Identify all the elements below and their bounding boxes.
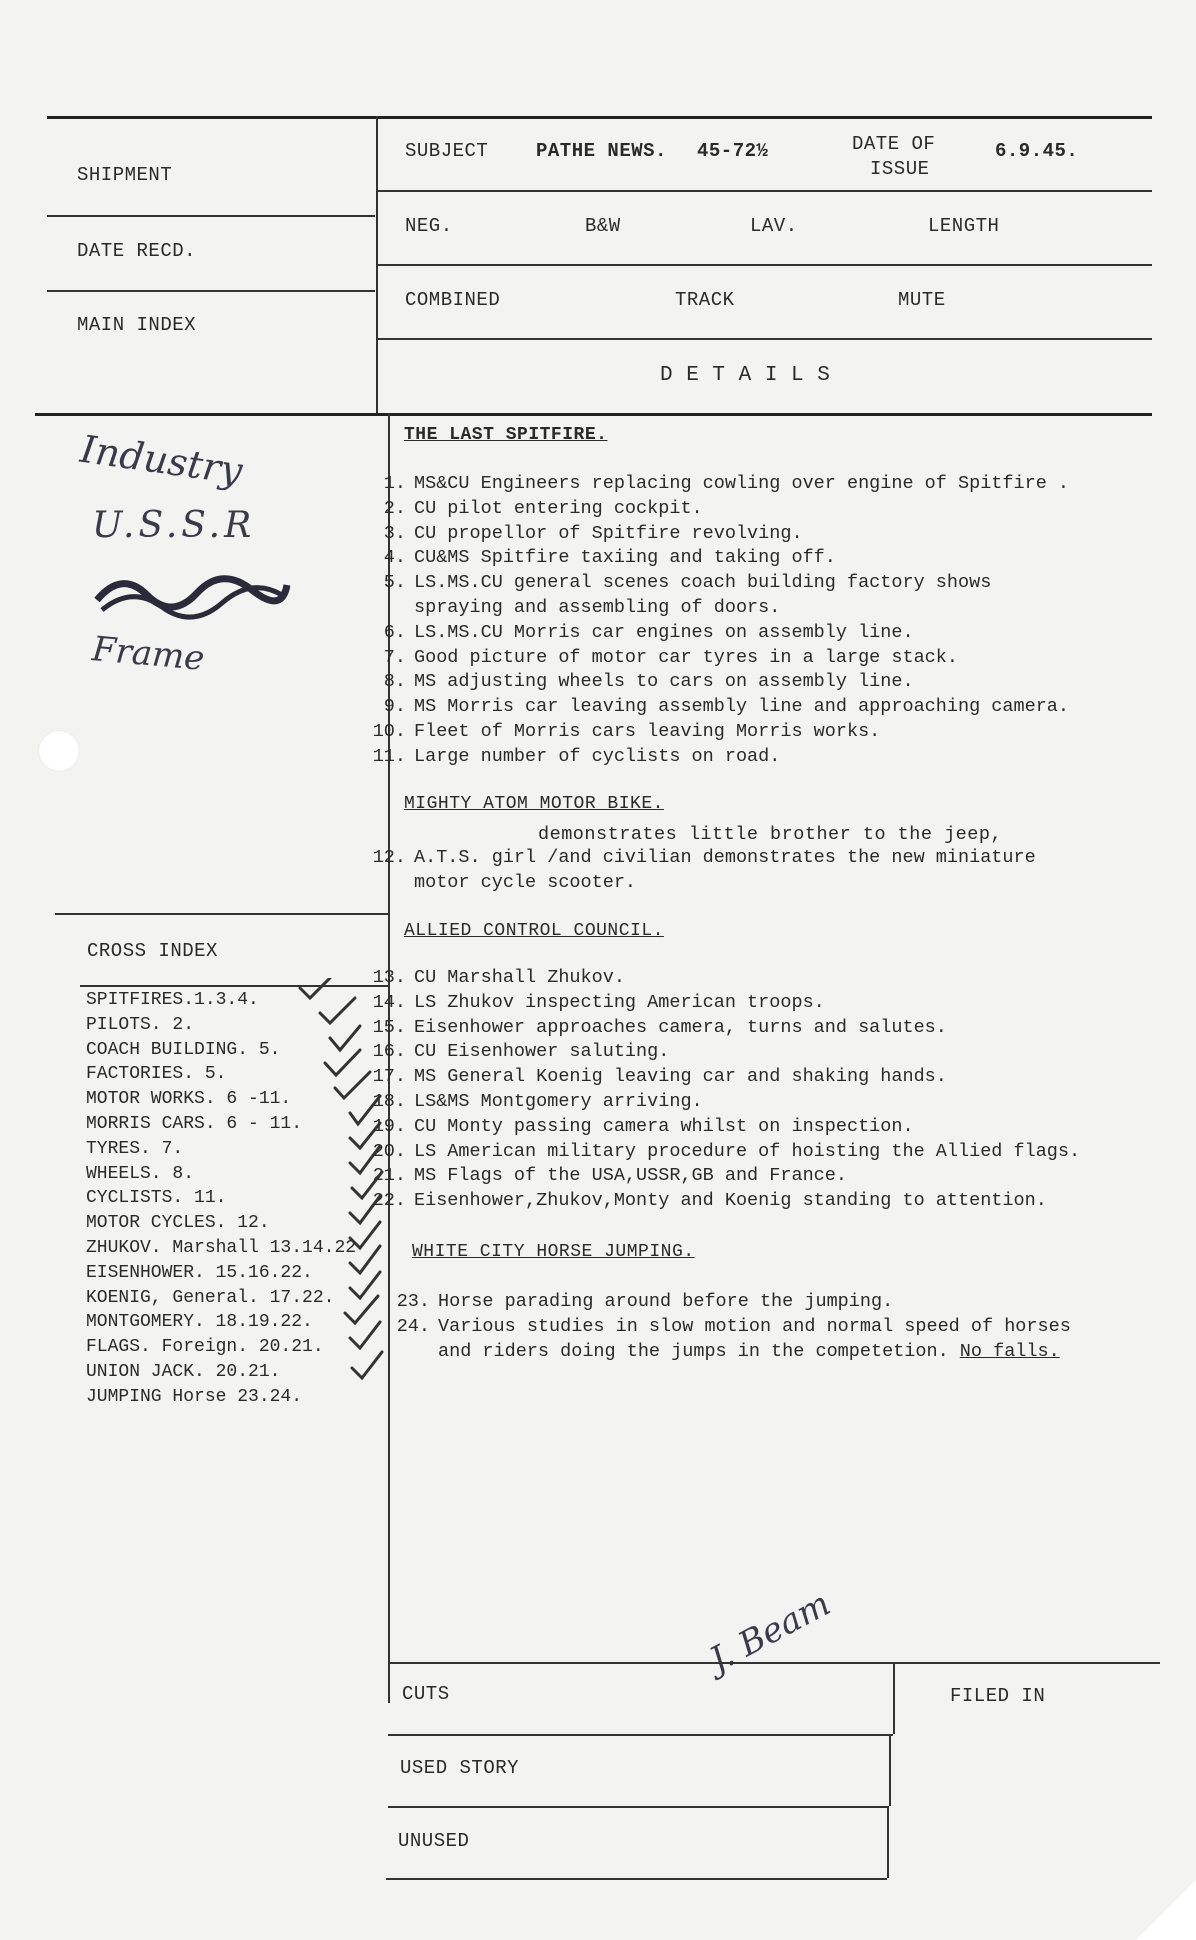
shot-item: 13. CU Marshall Zhukov.: [372, 967, 625, 988]
check-icon: [352, 1172, 382, 1198]
neg-label: NEG.: [405, 215, 453, 237]
shot-item: 7. Good picture of motor car tyres in a large stack.: [383, 646, 958, 668]
shot-list-mighty-atom: [370, 846, 1036, 896]
unused-label: UNUSED: [398, 1830, 470, 1852]
main-index-label: MAIN INDEX: [77, 314, 197, 336]
rule-row-1: [376, 190, 1152, 192]
shot-item: 2. CU pilot entering cockpit.: [383, 497, 703, 519]
check-icon: [350, 1196, 380, 1223]
cross-index-entry: WHEELS. 8.: [86, 1163, 195, 1184]
cross-index-entry: MOTOR WORKS. 6 -11.: [86, 1089, 292, 1110]
date-of-issue: 6.9.45.: [995, 140, 1079, 162]
check-icon: [350, 1096, 380, 1124]
check-icon: [350, 1272, 380, 1298]
check-icon: [350, 1146, 380, 1173]
shot-item: 19. CU Monty passing camera whilst on inspection.: [372, 1115, 914, 1137]
lav-label: LAV.: [750, 215, 798, 237]
check-icon: [325, 1050, 360, 1075]
shot-item: 17. MS General Koenig leaving car and shaking hands.: [372, 1066, 947, 1088]
combined-label: COMBINED: [405, 289, 501, 311]
date-recd-label: DATE RECD.: [77, 240, 197, 262]
cross-index-entry: FACTORIES. 5.: [86, 1064, 227, 1085]
shot-item: 11. Large number of cyclists on road.: [372, 745, 781, 767]
shot-item: 8. MS adjusting wheels to cars on assembly line.: [383, 671, 914, 693]
footer-rule-1: [388, 1734, 893, 1736]
handwritten-industry: Industry: [77, 426, 245, 494]
footer-divider-2: [889, 1734, 891, 1806]
rule-row-2: [376, 264, 1152, 266]
footer-divider-3: [887, 1806, 889, 1878]
signature: J. Beam: [703, 1583, 838, 1681]
top-rule: [47, 116, 1152, 119]
handwritten-frame: Frame: [90, 629, 207, 679]
issue-label: ISSUE: [870, 158, 930, 180]
cross-index-top: [55, 913, 388, 915]
cross-index-entry: UNION JACK. 20.21.: [86, 1361, 281, 1382]
track-label: TRACK: [675, 289, 735, 311]
cross-index-entry: EISENHOWER. 15.16.22.: [86, 1262, 313, 1283]
filed-in-label: FILED IN: [950, 1685, 1046, 1707]
shot-item: 18. LS&MS Montgomery arriving.: [372, 1090, 703, 1112]
used-story-label: USED STORY: [400, 1757, 520, 1779]
date-of-label: DATE OF: [852, 133, 936, 155]
shot-item: 4. CU&MS Spitfire taxiing and taking off.: [383, 547, 836, 569]
shot-list-horse-jumping: [394, 1290, 1071, 1364]
cross-index-entry: JUMPING Horse 23.24.: [86, 1386, 303, 1407]
handwritten-ussr: U.S.S.R: [92, 505, 256, 546]
bw-label: B&W: [585, 215, 621, 237]
rule-left-2: [47, 290, 375, 292]
crossed-out-word: [92, 565, 292, 625]
shot-item: 16. CU Eisenhower saluting.: [372, 1041, 670, 1063]
story-title-horse-jumping: WHITE CITY HORSE JUMPING.: [412, 1242, 695, 1262]
shot-item: 15. Eisenhower approaches camera, turns and salutes.: [372, 1016, 947, 1038]
cross-index-entry: MONTGOMERY. 18.19.22.: [86, 1312, 313, 1333]
cross-index-entry: SPITFIRES.1.3.4.: [86, 990, 259, 1010]
cross-index-entry: COACH BUILDING. 5.: [86, 1039, 281, 1060]
rule-row-3: [376, 338, 1152, 340]
length-label: LENGTH: [928, 215, 1000, 237]
shot-item: 21. MS Flags of the USA,USSR,GB and France.: [372, 1165, 847, 1187]
column-divider: [376, 116, 378, 413]
footer-rule-3: [386, 1878, 887, 1880]
shot-item-continuation: and riders doing the jumps in the competetion. No falls.: [438, 1340, 1060, 1362]
shot-item: 3. CU propellor of Spitfire revolving.: [383, 522, 803, 544]
shot-item: 6. LS.MS.CU Morris car engines on assembly line.: [383, 621, 914, 643]
cuts-label: CUTS: [402, 1683, 450, 1705]
cross-index-title: CROSS INDEX: [87, 940, 218, 962]
subject-value: PATHE NEWS.: [536, 140, 667, 162]
check-icon: [345, 1296, 378, 1323]
check-icon: [320, 998, 355, 1023]
mute-label: MUTE: [898, 289, 946, 311]
shot-item-continuation: spraying and assembling of doors.: [414, 596, 781, 618]
cross-index-entry: MORRIS CARS. 6 - 11.: [86, 1113, 303, 1134]
shot-item: 23. Horse parading around before the jumping.: [396, 1291, 894, 1312]
no-falls-note: No falls.: [959, 1340, 1060, 1362]
shot-item-continuation: motor cycle scooter.: [414, 871, 637, 893]
cross-index-entry: ZHUKOV. Marshall 13.14.22: [86, 1237, 357, 1258]
shot-item: 9. MS Morris car leaving assembly line and approaching camera.: [383, 696, 1070, 718]
check-icon: [352, 1352, 382, 1378]
rule-details: [35, 413, 1152, 416]
shipment-label: SHIPMENT: [77, 164, 173, 186]
check-icon: [350, 1123, 380, 1148]
subject-number: 45-72½: [697, 140, 769, 162]
shot-item: 1. MS&CU Engineers replacing cowling over engine of Spitfire .: [383, 473, 1070, 494]
cross-index-entry: CYCLISTS. 11.: [86, 1188, 227, 1209]
punch-hole: [38, 730, 80, 772]
cross-index-entry: MOTOR CYCLES. 12.: [86, 1213, 270, 1234]
footer-rule-2: [388, 1806, 889, 1808]
rule-left-1: [47, 215, 375, 217]
check-icon: [335, 1072, 370, 1098]
folded-corner: [1136, 1880, 1196, 1940]
story-title-mighty-atom: MIGHTY ATOM MOTOR BIKE.: [404, 794, 664, 814]
check-mark-column: [280, 978, 410, 1418]
shot-item: 22. Eisenhower,Zhukov,Monty and Koenig standing to attention.: [372, 1190, 1047, 1212]
story-title-spitfire: THE LAST SPITFIRE.: [404, 425, 608, 445]
shot-item: 14. LS Zhukov inspecting American troops.: [372, 991, 825, 1013]
shot-item: 24. Various studies in slow motion and normal speed of horses: [396, 1315, 1071, 1337]
cross-index-entry: KOENIG, General. 17.22.: [86, 1287, 335, 1308]
cross-index-entry: FLAGS. Foreign. 20.21.: [86, 1337, 324, 1358]
footer-top-rule: [388, 1662, 1160, 1664]
shot-list-spitfire: [370, 472, 1069, 770]
check-icon: [330, 1026, 360, 1050]
check-icon: [300, 978, 330, 998]
shot-item: 10. Fleet of Morris cars leaving Morris works.: [372, 720, 881, 742]
shot-item: 20. LS American military procedure of hoisting the Allied flags.: [372, 1140, 1081, 1162]
details-heading: D E T A I L S: [660, 364, 831, 387]
check-icon: [350, 1246, 380, 1273]
check-icon: [350, 1322, 380, 1348]
shot-item: 12. A.T.S. girl /and civilian demonstrates the new miniature: [372, 847, 1036, 868]
story-title-allied-control: ALLIED CONTROL COUNCIL.: [404, 921, 664, 941]
cross-index-entry: TYRES. 7.: [86, 1138, 184, 1159]
subject-label: SUBJECT: [405, 140, 489, 162]
cross-index-entry: PILOTS. 2.: [86, 1014, 195, 1035]
check-icon: [350, 1222, 380, 1248]
shot-list-allied-control: [370, 966, 1080, 1214]
footer-divider: [893, 1662, 895, 1734]
story-insert-note: demonstrates little brother to the jeep,: [538, 824, 1003, 845]
shot-item: 5. LS.MS.CU general scenes coach building factory shows: [383, 572, 992, 594]
